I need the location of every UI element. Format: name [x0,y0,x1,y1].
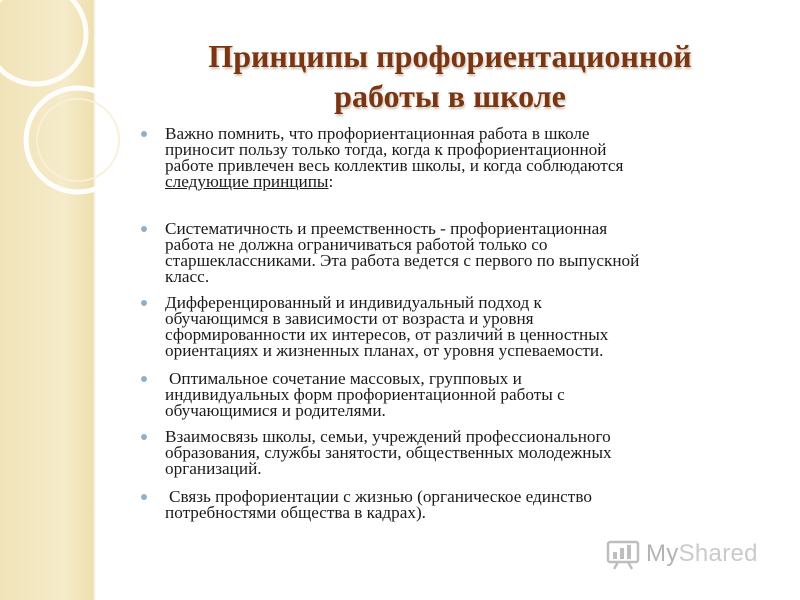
bullet-text [165,429,778,477]
bullet-dot-icon [141,131,147,137]
bullet-line: обучающимися и родителями. [165,401,386,420]
bullet-line: образования, службы занятости, общественных молодежных [165,443,612,462]
bullet-item-systematic [138,221,778,285]
bullet-line: Связь профориентации с жизнью (органическое единство [169,487,592,506]
deco-circle-middle-inner [37,99,119,181]
bullet-item-optimal [138,371,778,419]
bullet-line: обучающимся в зависимости от возраста и уровня [165,309,534,328]
bullet-line: класс. [165,267,210,286]
slide-title [120,36,780,116]
bullet-text [165,295,778,359]
wordmark-lead: My [646,540,679,567]
bullet-list [138,126,778,521]
bullet-text [165,371,778,419]
bullet-line: приносит пользу только тогда, когда к профориентационной [165,140,607,159]
bullet-line: работа не должна ограничиваться работой только со [165,235,548,254]
bullet-text [165,126,778,190]
bullet-line: Важно помнить, что профориентационная работа в школе [165,124,590,143]
slide-title-line-1: Принципы профориентационной [208,38,692,74]
deco-circle-middle [26,88,130,192]
myshared-watermark [606,538,758,570]
bullet-line-last [165,174,778,190]
bullet-dot-icon [141,376,147,382]
bullet-line: индивидуальных форм профориентационной работы с [165,385,565,404]
bullet-line: потребностями общества в кадрах). [165,503,426,522]
decorative-circles [0,0,140,260]
bullet-item-interconnection [138,429,778,477]
myshared-wordmark [646,540,758,568]
bullet-item-differentiated [138,295,778,359]
bullet-dot-icon [141,226,147,232]
myshared-logo-icon [606,538,640,570]
bullet-text [165,489,778,521]
bullet-dot-icon [141,434,147,440]
bullet-text [165,221,778,285]
bullet-line: работе привлечен весь коллектив школы, и когда соблюдаются [165,156,624,175]
bullet-line: ориентациях и жизненных планах, от уровня успеваемости. [165,341,604,360]
bullet-line: организаций. [165,459,262,478]
bullet-line: Взаимосвязь школы, семьи, учреждений профессионального [165,427,611,446]
colon-text: : [328,172,334,191]
wordmark-tail: Shared [678,540,758,567]
bullet-dot-icon [141,494,147,500]
bullet-item-life-connection [138,489,778,521]
slide-title-line-2: работы в школе [334,78,566,114]
bullet-dot-icon [141,300,147,306]
bullet-line: сформированности их интересов, от различий в ценностных [165,325,609,344]
underlined-principles: следующие принципы [165,172,329,191]
bullet-line: Оптимальное сочетание массовых, групповых и [169,369,522,388]
bullet-item-intro [138,126,778,190]
deco-circle-top [0,0,86,84]
bullet-line: Дифференцированный и индивидуальный подход к [165,293,542,312]
bullet-line: старшеклассниками. Эта работа ведется с первого по выпускной [165,251,640,270]
bullet-line: Систематичность и преемственность - профориентационная [165,219,608,238]
